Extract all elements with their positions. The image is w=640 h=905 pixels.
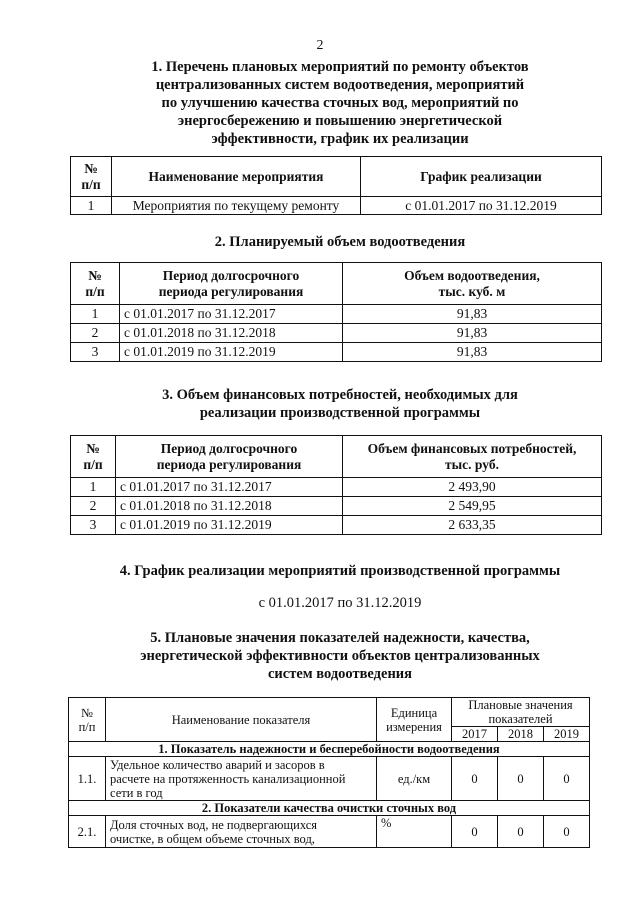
row-indicator-name: Удельное количество аварий и засоров в расчете на протяженность канализационной сети в год xyxy=(106,757,377,801)
row-measure-name: Мероприятия по текущему ремонту xyxy=(112,197,361,215)
row-num: 3 xyxy=(71,516,116,535)
row-value-2018: 0 xyxy=(497,757,543,801)
table-row xyxy=(71,497,602,516)
row-period: с 01.01.2017 по 31.12.2017 xyxy=(116,478,343,497)
row-indicator-name: Доля сточных вод, не подвергающихся очистке, в общем объеме сточных вод, xyxy=(106,816,377,848)
row-value-2019: 0 xyxy=(543,816,589,848)
row-num: 1 xyxy=(71,478,116,497)
row-num: 2 xyxy=(71,324,120,343)
header-finance: Объем финансовых потребностей, тыс. руб. xyxy=(343,436,602,478)
header-num: № п/п xyxy=(71,436,116,478)
header-unit: Единица измерения xyxy=(377,698,452,742)
header-planned-values: Плановые значения показателей xyxy=(452,698,590,727)
table-volume xyxy=(70,262,602,362)
header-indicator-name: Наименование показателя xyxy=(106,698,377,742)
row-value-2017: 0 xyxy=(452,757,498,801)
table-row xyxy=(71,324,602,343)
row-finance: 2 633,35 xyxy=(343,516,602,535)
table-measures xyxy=(70,156,602,215)
row-period: с 01.01.2019 по 31.12.2019 xyxy=(116,516,343,535)
header-year-2019: 2019 xyxy=(543,727,589,742)
row-unit: ед./км xyxy=(377,757,452,801)
header-year-2018: 2018 xyxy=(497,727,543,742)
row-volume: 91,83 xyxy=(343,343,602,362)
section-row xyxy=(69,801,590,816)
row-num: 3 xyxy=(71,343,120,362)
row-num: 2.1. xyxy=(69,816,106,848)
row-value-2019: 0 xyxy=(543,757,589,801)
section-title: 2. Показатели качества очистки сточных вод xyxy=(69,801,590,816)
row-schedule: с 01.01.2017 по 31.12.2019 xyxy=(361,197,602,215)
header-volume: Объем водоотведения, тыс. куб. м xyxy=(343,263,602,305)
row-volume: 91,83 xyxy=(343,324,602,343)
row-num: 1.1. xyxy=(69,757,106,801)
header-num: № п/п xyxy=(71,157,112,197)
row-num: 1 xyxy=(71,305,120,324)
row-period: с 01.01.2018 по 31.12.2018 xyxy=(116,497,343,516)
section-4-period: с 01.01.2017 по 31.12.2019 xyxy=(258,595,422,611)
page-number: 2 xyxy=(316,38,324,53)
table-row xyxy=(69,816,590,848)
row-period: с 01.01.2019 по 31.12.2019 xyxy=(120,343,343,362)
header-measure-name: Наименование мероприятия xyxy=(112,157,361,197)
table-header-row xyxy=(69,698,590,727)
table-finance xyxy=(70,435,602,535)
header-period: Период долгосрочного периода регулирования xyxy=(120,263,343,305)
section-1-title: 1. Перечень плановых мероприятий по ремонту объектов централизованных систем водоотведения, мероприятий по улучшению качества сточных вод, мероприятий по энергосбережению и повышению энергетической эффективности, график их реализации xyxy=(151,59,529,147)
row-period: с 01.01.2018 по 31.12.2018 xyxy=(120,324,343,343)
table-row xyxy=(71,197,602,215)
table-row xyxy=(69,757,590,801)
section-2-title: 2. Планируемый объем водоотведения xyxy=(214,234,466,250)
row-num: 2 xyxy=(71,497,116,516)
row-finance: 2 549,95 xyxy=(343,497,602,516)
section-4-title: 4. График реализации мероприятий производственной программы xyxy=(119,563,561,579)
table-indicators xyxy=(68,697,590,848)
row-num: 1 xyxy=(71,197,112,215)
row-value-2017: 0 xyxy=(452,816,498,848)
table-header-row xyxy=(71,263,602,305)
section-row xyxy=(69,742,590,757)
header-num: № п/п xyxy=(69,698,106,742)
row-value-2018: 0 xyxy=(497,816,543,848)
row-finance: 2 493,90 xyxy=(343,478,602,497)
header-schedule: График реализации xyxy=(361,157,602,197)
row-volume: 91,83 xyxy=(343,305,602,324)
table-row xyxy=(71,516,602,535)
table-row xyxy=(71,305,602,324)
section-5-title: 5. Плановые значения показателей надежности, качества, энергетической эффективности объектов централизованных систем водоотведения xyxy=(140,630,540,682)
table-row xyxy=(71,343,602,362)
table-row xyxy=(71,478,602,497)
header-period: Период долгосрочного периода регулирования xyxy=(116,436,343,478)
header-num: № п/п xyxy=(71,263,120,305)
row-period: с 01.01.2017 по 31.12.2017 xyxy=(120,305,343,324)
table-header-row xyxy=(71,157,602,197)
table-header-row xyxy=(71,436,602,478)
row-unit: % xyxy=(377,816,452,848)
section-title: 1. Показатель надежности и бесперебойности водоотведения xyxy=(69,742,590,757)
section-3-title: 3. Объем финансовых потребностей, необходимых для реализации производственной программы xyxy=(162,387,518,421)
header-year-2017: 2017 xyxy=(452,727,498,742)
